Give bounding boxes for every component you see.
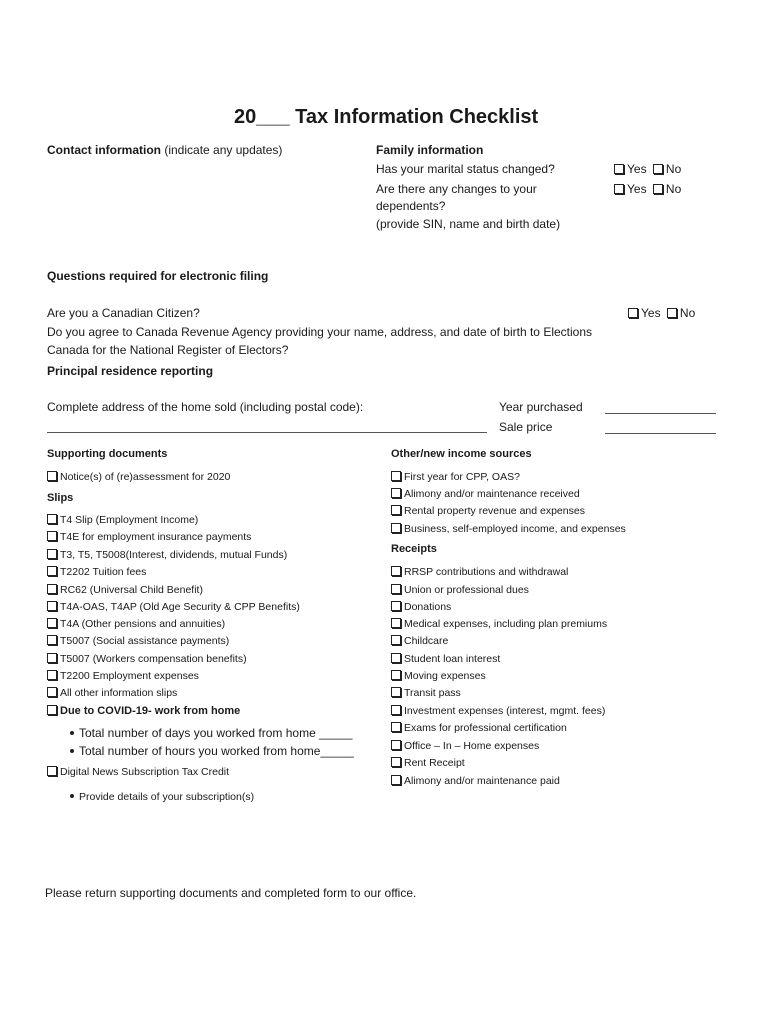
income-label: First year for CPP, OAS? xyxy=(404,471,520,483)
slip-item xyxy=(47,514,198,526)
receipt-label: Alimony and/or maintenance paid xyxy=(404,775,560,787)
slip-label: T4A-OAS, T4AP (Old Age Security & CPP Benefits) xyxy=(60,601,300,613)
receipt-item xyxy=(391,670,486,682)
receipt-item xyxy=(391,584,529,596)
slip-label: T5007 (Social assistance payments) xyxy=(60,635,230,647)
slip-checkbox[interactable] xyxy=(47,566,57,576)
slip-label: T4 Slip (Employment Income) xyxy=(60,514,199,526)
residence-heading: Principal residence reporting xyxy=(47,364,214,378)
family-info-heading: Family information xyxy=(376,143,484,157)
slip-checkbox[interactable] xyxy=(47,531,57,541)
efile-heading: Questions required for electronic filing xyxy=(47,269,269,283)
income-item xyxy=(391,523,626,535)
dependents-yes-label: Yes xyxy=(627,182,647,196)
slip-item xyxy=(47,618,225,630)
receipt-label: Childcare xyxy=(404,635,449,647)
slip-item xyxy=(47,635,229,647)
receipt-label: Moving expenses xyxy=(404,670,486,682)
receipt-label: Investment expenses (interest, mgmt. fees) xyxy=(404,705,606,717)
slip-checkbox[interactable] xyxy=(47,584,57,594)
receipt-checkbox[interactable] xyxy=(391,757,401,767)
receipt-checkbox[interactable] xyxy=(391,705,401,715)
receipt-checkbox[interactable] xyxy=(391,775,401,785)
sale-price-input-line[interactable] xyxy=(605,433,716,434)
receipt-label: Exams for professional certification xyxy=(404,722,567,734)
slip-checkbox[interactable] xyxy=(47,601,57,611)
digital-news-label: Digital News Subscription Tax Credit xyxy=(60,766,230,778)
receipt-item xyxy=(391,722,567,734)
slip-item xyxy=(47,670,199,682)
address-label: Complete address of the home sold (including postal code): xyxy=(47,400,364,414)
receipt-label: Donations xyxy=(404,601,452,613)
slips-heading: Slips xyxy=(47,492,74,504)
notice-label: Notice(s) of (re)assessment for 2020 xyxy=(60,471,231,483)
marital-yes-checkbox[interactable] xyxy=(614,164,624,174)
slip-item xyxy=(47,566,146,578)
receipt-item xyxy=(391,618,607,630)
income-checkbox[interactable] xyxy=(391,505,401,515)
slip-label: T2202 Tuition fees xyxy=(60,566,147,578)
covid-checkbox[interactable] xyxy=(47,705,57,715)
slip-label: T3, T5, T5008(Interest, dividends, mutual Funds) xyxy=(60,549,288,561)
income-heading: Other/new income sources xyxy=(391,448,532,460)
receipt-label: Office – In – Home expenses xyxy=(404,740,540,752)
bullet-icon xyxy=(70,731,74,735)
income-item xyxy=(391,471,520,483)
slip-checkbox[interactable] xyxy=(47,687,57,697)
receipt-label: RRSP contributions and withdrawal xyxy=(404,566,569,578)
slip-label: RC62 (Universal Child Benefit) xyxy=(60,584,203,596)
slip-item xyxy=(47,687,177,699)
citizen-no-checkbox[interactable] xyxy=(667,308,677,318)
citizen-yes-label: Yes xyxy=(641,306,661,320)
covid-item xyxy=(47,705,240,717)
slip-checkbox[interactable] xyxy=(47,549,57,559)
citizen-yes-no xyxy=(628,306,695,320)
receipt-checkbox[interactable] xyxy=(391,687,401,697)
slip-label: T4E for employment insurance payments xyxy=(60,531,252,543)
dependents-question-line1: Are there any changes to your xyxy=(376,182,537,196)
slip-item xyxy=(47,653,247,665)
elections-question-line1: Do you agree to Canada Revenue Agency providing your name, address, and date of birth to Elections xyxy=(47,325,593,339)
marital-no-checkbox[interactable] xyxy=(653,164,663,174)
receipt-checkbox[interactable] xyxy=(391,722,401,732)
income-checkbox[interactable] xyxy=(391,471,401,481)
slip-item xyxy=(47,584,203,596)
slip-label: T4A (Other pensions and annuities) xyxy=(60,618,226,630)
receipt-checkbox[interactable] xyxy=(391,618,401,628)
slip-label: All other information slips xyxy=(60,687,178,699)
receipts-heading: Receipts xyxy=(391,543,437,555)
covid-days-bullet xyxy=(70,726,352,740)
covid-hours-text: Total number of hours you worked from home_____ xyxy=(79,744,354,758)
slip-checkbox[interactable] xyxy=(47,635,57,645)
receipt-item xyxy=(391,601,451,613)
year-purchased-label: Year purchased xyxy=(499,400,583,414)
receipt-item xyxy=(391,775,560,787)
bullet-icon xyxy=(70,794,74,798)
digital-news-item xyxy=(47,766,229,778)
citizen-no-label: No xyxy=(679,306,696,320)
dependents-no-label: No xyxy=(665,182,682,196)
receipt-checkbox[interactable] xyxy=(391,670,401,680)
receipt-checkbox[interactable] xyxy=(391,566,401,576)
citizen-question: Are you a Canadian Citizen? xyxy=(47,306,200,320)
income-checkbox[interactable] xyxy=(391,488,401,498)
receipt-item xyxy=(391,740,539,752)
citizen-yes-checkbox[interactable] xyxy=(628,308,638,318)
notice-checkbox[interactable] xyxy=(47,471,57,481)
slip-checkbox[interactable] xyxy=(47,514,57,524)
receipt-item xyxy=(391,757,465,769)
receipt-item xyxy=(391,687,461,699)
elections-question-line2: Canada for the National Register of Electors? xyxy=(47,343,289,357)
marital-no-label: No xyxy=(665,162,682,176)
bullet-icon xyxy=(70,749,74,753)
income-label: Business, self-employed income, and expenses xyxy=(404,523,626,535)
slip-checkbox[interactable] xyxy=(47,618,57,628)
receipt-checkbox[interactable] xyxy=(391,601,401,611)
receipt-item xyxy=(391,653,500,665)
receipt-checkbox[interactable] xyxy=(391,635,401,645)
receipt-checkbox[interactable] xyxy=(391,584,401,594)
address-input-line[interactable] xyxy=(47,432,487,433)
receipt-label: Student loan interest xyxy=(404,653,501,665)
income-item xyxy=(391,488,580,500)
page-title: 20___ Tax Information Checklist xyxy=(234,106,539,128)
receipt-item xyxy=(391,566,568,578)
income-label: Rental property revenue and expenses xyxy=(404,505,585,517)
marital-status-question: Has your marital status changed? xyxy=(376,162,555,176)
slip-item xyxy=(47,549,287,561)
slip-checkbox[interactable] xyxy=(47,670,57,680)
digital-news-checkbox[interactable] xyxy=(47,766,57,776)
covid-heading: Due to COVID-19- work from home xyxy=(60,705,241,717)
contact-note: (indicate any updates) xyxy=(164,143,283,157)
covid-hours-bullet xyxy=(70,744,354,758)
income-item xyxy=(391,505,585,517)
slip-label: T5007 (Workers compensation benefits) xyxy=(60,653,247,665)
slip-item xyxy=(47,601,300,613)
receipt-checkbox[interactable] xyxy=(391,740,401,750)
dependents-question-line2: dependents? xyxy=(376,199,446,213)
notice-item xyxy=(47,471,230,483)
covid-days-text: Total number of days you worked from home _____ xyxy=(79,726,353,740)
slip-label: T2200 Employment expenses xyxy=(60,670,199,682)
dependents-yes-no xyxy=(614,182,681,196)
income-label: Alimony and/or maintenance received xyxy=(404,488,580,500)
income-checkbox[interactable] xyxy=(391,523,401,533)
dependents-no-checkbox[interactable] xyxy=(653,184,663,194)
sale-price-label: Sale price xyxy=(499,420,553,434)
contact-heading: Contact information xyxy=(47,143,161,157)
dependents-question-line3: (provide SIN, name and birth date) xyxy=(376,217,561,231)
footer-note: Please return supporting documents and completed form to our office. xyxy=(45,886,417,900)
receipt-item xyxy=(391,635,448,647)
digital-news-bullet-text: Provide details of your subscription(s) xyxy=(79,791,255,803)
receipt-label: Rent Receipt xyxy=(404,757,465,769)
slip-item xyxy=(47,531,251,543)
marital-yes-label: Yes xyxy=(627,162,647,176)
dependents-yes-checkbox[interactable] xyxy=(614,184,624,194)
supporting-docs-heading: Supporting documents xyxy=(47,448,168,460)
receipt-item xyxy=(391,705,605,717)
year-purchased-input-line[interactable] xyxy=(605,413,716,414)
marital-yes-no xyxy=(614,162,681,176)
receipt-label: Medical expenses, including plan premiums xyxy=(404,618,608,630)
receipt-label: Union or professional dues xyxy=(404,584,529,596)
receipt-checkbox[interactable] xyxy=(391,653,401,663)
slip-checkbox[interactable] xyxy=(47,653,57,663)
digital-news-bullet xyxy=(70,791,254,803)
contact-info-heading xyxy=(47,143,282,157)
receipt-label: Transit pass xyxy=(404,687,461,699)
